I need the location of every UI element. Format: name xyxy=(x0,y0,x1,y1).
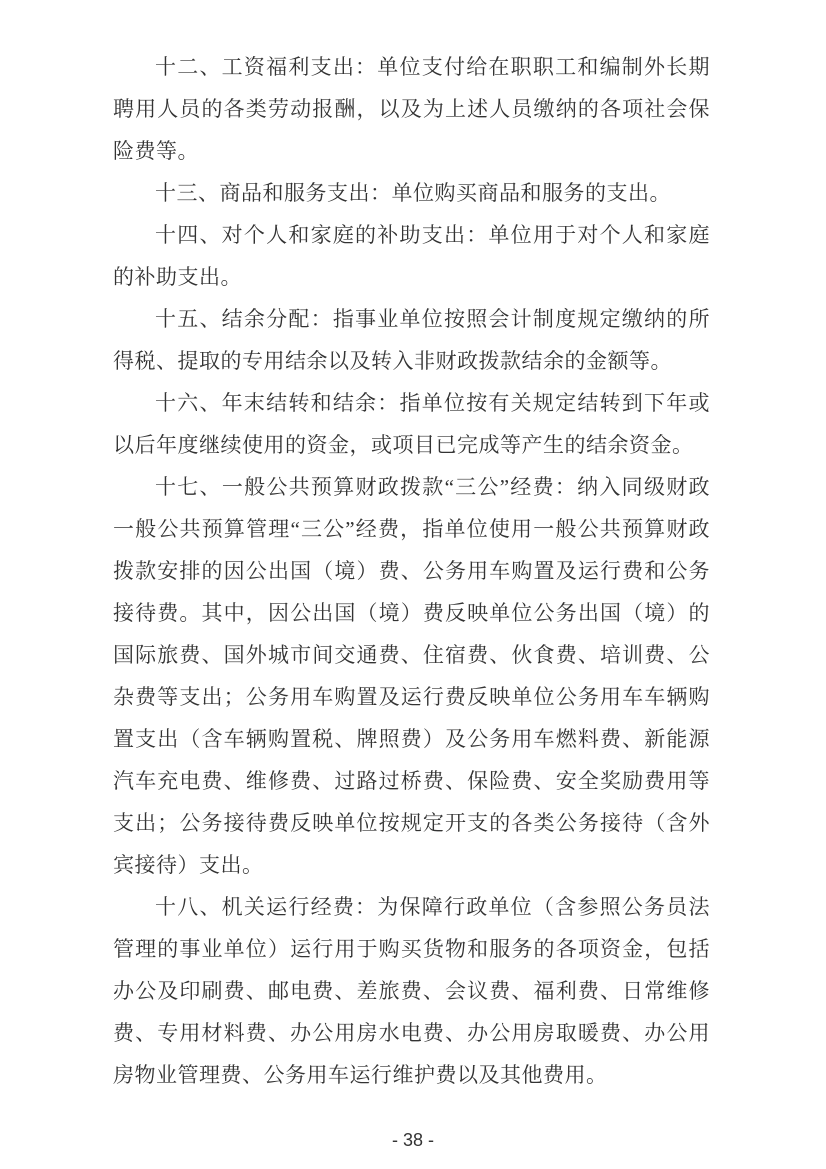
paragraph-item-13: 十三、商品和服务支出：单位购买商品和服务的支出。 xyxy=(155,181,671,205)
paragraph-item-12: 十二、工资福利支出：单位支付给在职职工和编制外长期聘用人员的各类劳动报酬，以及为上述人员缴纳的各项社会保险费等。 xyxy=(113,55,710,163)
paragraph-item-16: 十六、年末结转和结余：指单位按有关规定结转到下年或以后年度继续使用的资金，或项目已完成等产生的结余资金。 xyxy=(113,391,710,457)
page-number: - 38 - xyxy=(391,1130,434,1150)
paragraph-item-15: 十五、结余分配：指事业单位按照会计制度规定缴纳的所得税、提取的专用结余以及转入非财政拨款结余的金额等。 xyxy=(113,307,710,373)
paragraph-item-18: 十八、机关运行经费：为保障行政单位（含参照公务员法管理的事业单位）运行用于购买货物和服务的各项资金，包括办公及印刷费、邮电费、差旅费、会议费、福利费、日常维修费、专用材料费、办公用房水电费、办公用房取暖费、办公用房物业管理费、公务用车运行维护费以及其他费用。 xyxy=(113,895,710,1087)
paragraph-item-17: 十七、一般公共预算财政拨款“三公”经费：纳入同级财政一般公共预算管理“三公”经费，指单位使用一般公共预算财政拨款安排的因公出国（境）费、公务用车购置及运行费和公务接待费。其中，因公出国（境）费反映单位公务出国（境）的国际旅费、国外城市间交通费、住宿费、伙食费、培训费、公杂费等支出；公务用车购置及运行费反映单位公务用车车辆购置支出（含车辆购置税、牌照费）及公务用车燃料费、新能源汽车充电费、维修费、过路过桥费、保险费、安全奖励费用等支出；公务接待费反映单位按规定开支的各类公务接待（含外宾接待）支出。 xyxy=(113,475,710,877)
paragraph-item-14: 十四、对个人和家庭的补助支出：单位用于对个人和家庭的补助支出。 xyxy=(113,223,710,289)
document-body xyxy=(113,46,710,1096)
